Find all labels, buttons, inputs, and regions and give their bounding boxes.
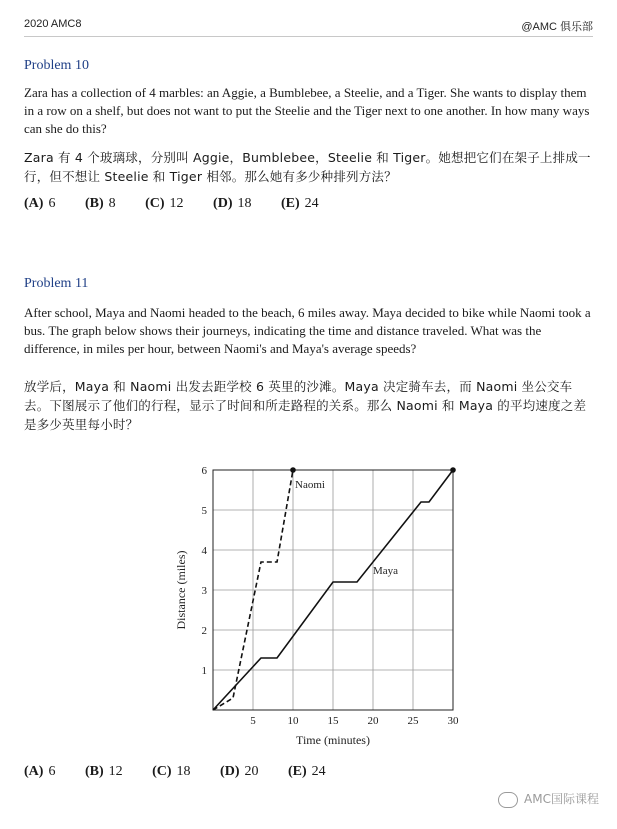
problem-10-choices: [24, 196, 345, 212]
y-tick-label-3: 4: [201, 545, 207, 557]
y-tick-label-4: 5: [201, 505, 207, 517]
y-axis-label: Distance (miles): [174, 550, 188, 630]
choice-d: (D) 18: [213, 196, 252, 211]
x-tick-label-1: 10: [287, 715, 299, 727]
series-label-naomi: Naomi: [295, 479, 325, 491]
series-label-maya: Maya: [373, 565, 399, 577]
x-tick-label-4: 25: [407, 715, 419, 727]
x-tick-label-2: 15: [327, 715, 339, 727]
problem-11-text-zh: 放学后，Maya 和 Naomi 出发去距学校 6 英里的沙滩。Maya 决定骑车去，而 Naomi 坐公交车去。下图展示了他们的行程，显示了时间和所走路程的关系。那么 Naomi 和 Maya 的平均速度之差是多少英里每小时？: [24, 379, 587, 432]
problem-10-text-en: Zara has a collection of 4 marbles: an Aggie, a Bumblebee, a Steelie, and a Tiger. She wants to display them in a row on a shelf, but does not want to put the Steelie and the Tiger next to one another. In how many ways can she do this?: [24, 85, 590, 136]
wechat-icon: [498, 792, 518, 808]
watermark: [498, 790, 599, 808]
problem-10-title: Problem 10: [24, 58, 89, 73]
choice-d: (D) 20: [220, 764, 259, 779]
y-tick-label-1: 2: [201, 625, 207, 637]
choice-c: (C) 12: [145, 196, 184, 211]
watermark-text: AMC国际课程: [524, 792, 599, 806]
y-tick-label-2: 3: [201, 585, 207, 597]
x-axis-label: Time (minutes): [296, 733, 370, 747]
page-header: [24, 18, 593, 34]
choice-b: (B) 12: [84, 764, 123, 779]
distance-time-chart: [168, 455, 468, 755]
series-end-point-naomi: [290, 467, 296, 473]
choice-a: (A) 6: [24, 196, 56, 211]
y-tick-label-0: 1: [201, 665, 207, 677]
choice-e: (E) 24: [287, 764, 326, 779]
problem-11-text-en: After school, Maya and Naomi headed to the beach, 6 miles away. Maya decided to bike while Naomi took a bus. The graph below shows their journeys, indicating the time and distance traveled. What was the difference, in miles per hour, between Naomi's and Maya's average speeds?: [24, 305, 591, 356]
x-tick-label-5: 30: [447, 715, 459, 727]
series-end-point-maya: [450, 467, 456, 473]
problem-11-choices: [24, 764, 352, 780]
choice-c: (C) 18: [152, 764, 191, 779]
x-tick-label-3: 20: [367, 715, 379, 727]
problem-10-text-zh: Zara 有 4 个玻璃球，分别叫 Aggie，Bumblebee，Steelie 和 Tiger。她想把它们在架子上排成一行，但不想让 Steelie 和 Tiger 相邻。那么她有多少种排列方法？: [24, 150, 591, 184]
header-right: @AMC 俱乐部: [521, 21, 593, 33]
choice-e: (E) 24: [280, 196, 319, 211]
header-left: 2020 AMC8: [24, 18, 82, 30]
choice-b: (B) 8: [84, 196, 116, 211]
y-tick-label-5: 6: [201, 465, 207, 477]
choice-a: (A) 6: [24, 764, 56, 779]
problem-11-title: Problem 11: [24, 276, 89, 291]
x-tick-label-0: 5: [250, 715, 256, 727]
header-divider: [24, 36, 593, 37]
